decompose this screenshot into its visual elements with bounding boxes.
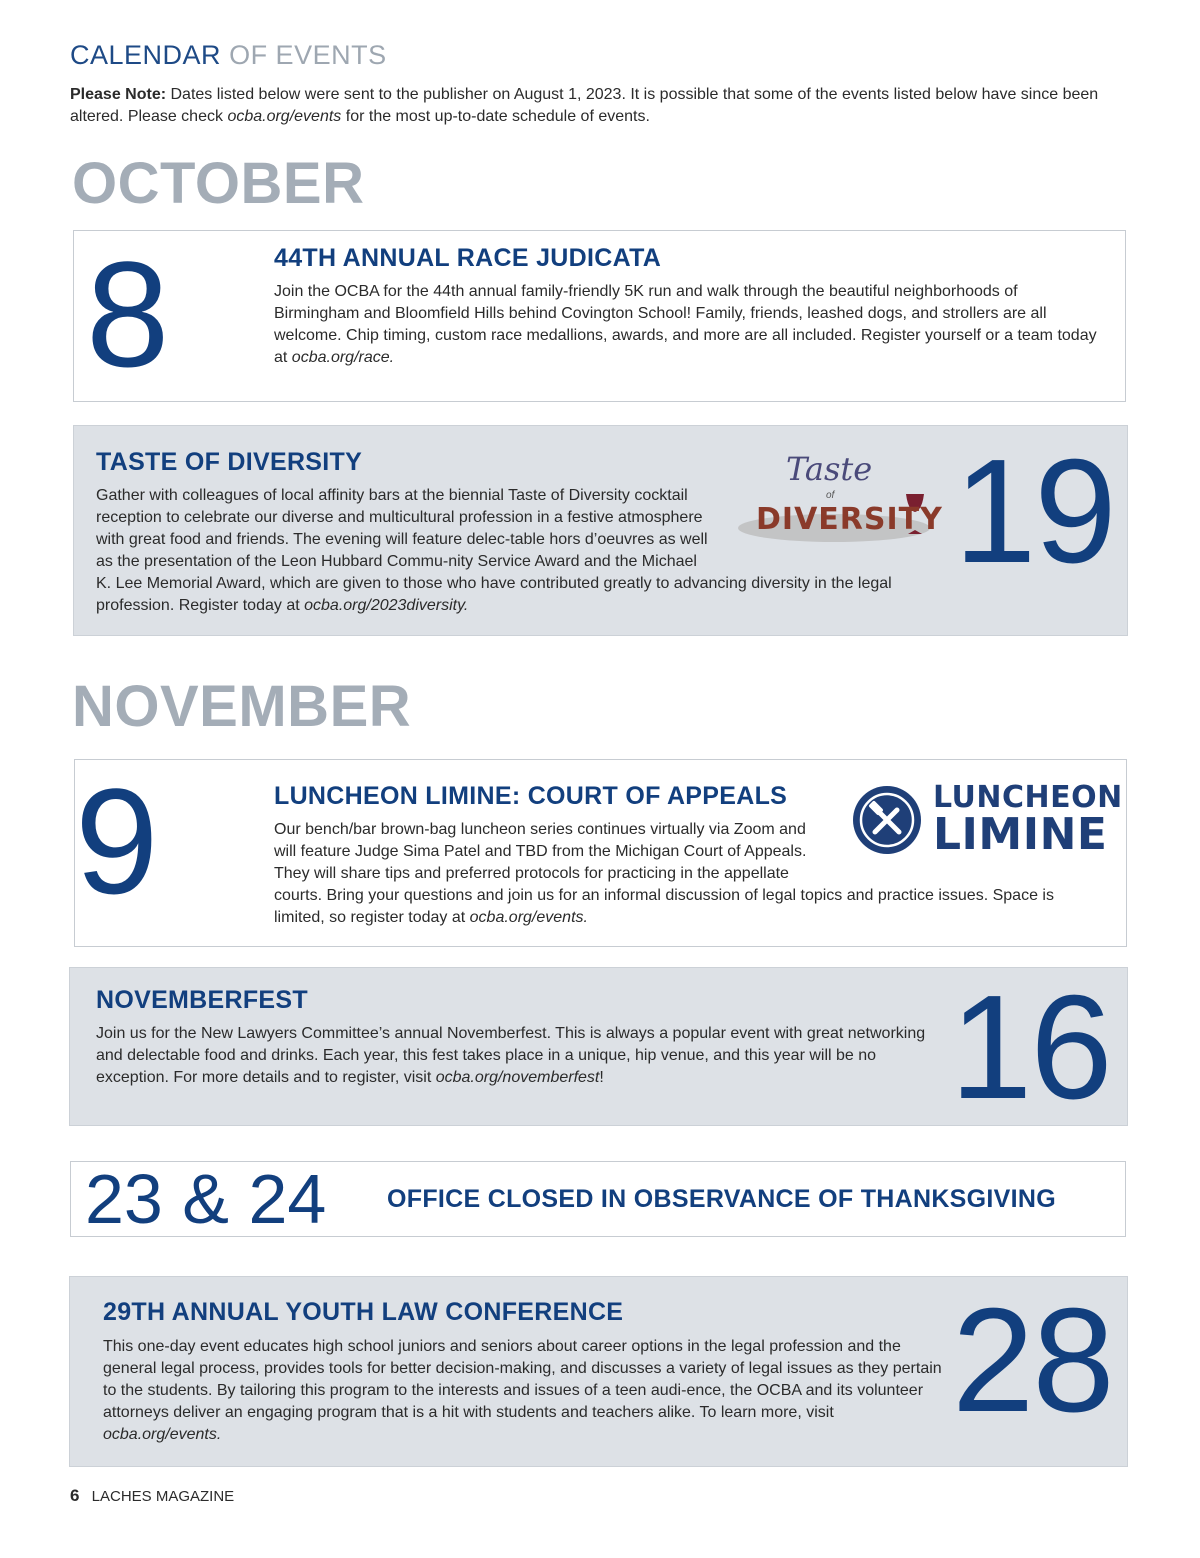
month-heading-november: NOVEMBER [72,674,412,739]
event-body-end: ! [599,1069,604,1086]
logo-of-text: of [826,490,835,501]
event-card-novemberfest [69,965,1128,1130]
event-body-text: Gather with colleagues of local affinity bars at the biennial Taste of Diversity cocktail reception to celebrate our diverse and multicultural profession in a festive atmosphere with great food and friends. The evening will feature delec-table hors d’oeuvres as well as the presentation of the Leon Hubbard Commu-nity Service Award and the Michael K. Lee Memorial Award, which are given to those who have contributed greatly to advancing diversity in the legal profession. Register today at [96,487,892,614]
event-title: TASTE OF DIVERSITY [96,448,363,476]
event-title: NOVEMBERFEST [96,986,308,1014]
publisher-note [70,84,1130,128]
logo-taste-text: Taste [786,450,873,488]
month-heading-october: OCTOBER [72,151,365,216]
logo-diversity-text: DIVERSITY [756,502,943,537]
note-label: Please Note: [70,86,167,103]
luncheon-limine-logo [851,780,1123,860]
page-title [70,40,387,70]
event-day: 16 [950,965,1111,1130]
event-day: 23 & 24 [85,1160,327,1238]
event-day: 8 [86,230,168,398]
event-card-race-judicata [73,230,1126,402]
page-title-strong: CALENDAR [70,40,222,70]
event-body-text: Join the OCBA for the 44th annual family-friendly 5K run and walk through the beautiful neighborhoods of Birmingham and Bloomfield Hills behind Covington School! Family, friends, leashed dogs, and strollers are all welcome. Chip timing, custom race medallions, awards, and more are all included. Register yourself or a team today at [274,283,1097,366]
page-title-light: OF EVENTS [229,40,387,70]
event-title: 44TH ANNUAL RACE JUDICATA [274,244,662,272]
event-title: OFFICE CLOSED IN OBSERVANCE OF THANKSGIVING [387,1185,1056,1213]
event-link[interactable]: ocba.org/2023diversity. [304,597,469,614]
event-day: 19 [954,429,1115,594]
event-title: 29TH ANNUAL YOUTH LAW CONFERENCE [103,1298,624,1326]
event-description [96,1023,936,1089]
event-day: 9 [75,757,157,925]
event-link[interactable]: ocba.org/events. [469,909,588,926]
event-description [103,1336,943,1446]
page-footer [70,1485,234,1508]
event-link[interactable]: ocba.org/race. [291,349,395,366]
event-card-taste-of-diversity [73,425,1128,636]
event-day: 28 [952,1278,1113,1443]
event-link[interactable]: ocba.org/novemberfest [435,1069,600,1086]
event-link[interactable]: ocba.org/events. [103,1426,222,1443]
event-card-youth-law-conference [69,1276,1128,1467]
taste-of-diversity-logo [734,446,943,556]
event-body-text: Our bench/bar brown-bag luncheon series continues virtually via Zoom and will feature Judge Sima Patel and TBD from the Michigan Court of Appeals. They will share tips and preferred protocols for practicing in the appellate courts. Bring your questions and join us for an informal discussion of legal topics and practice issues. Space is limited, so register today at [274,821,1054,926]
publication-name: LACHES MAGAZINE [91,1488,235,1505]
event-card-thanksgiving-closure [70,1161,1126,1237]
note-link[interactable]: ocba.org/events [227,108,342,125]
event-card-luncheon-limine [74,759,1127,947]
note-text-2: for the most up-to-date schedule of events. [345,108,650,125]
event-body-text: This one-day event educates high school juniors and seniors about career options in the legal profession and the general legal process, provides tools for better decision-making, and discusses a variety of legal issues as they pertain to the students. By tailoring this program to the interests and issues of a teen audi-ence, the OCBA and its volunteer attorneys deliver an engaging program that is a hit with students and teachers alike. To learn more, visit [103,1338,942,1421]
event-body-text: Join us for the New Lawyers Committee’s annual Novemberfest. This is always a popular event with great networking and delectable food and drinks. Each year, this fest takes place in a unique, hip venue, and this year will be no exception. For more details and to register, visit [96,1025,926,1086]
gavel-fork-icon [851,784,923,856]
event-description [274,281,1104,369]
logo-limine-text: LIMINE [933,809,1108,860]
page-number: 6 [70,1486,80,1505]
logo-luncheon-text: LUNCHEON [933,780,1123,815]
note-text-1: Dates listed below were sent to the publisher on August 1, 2023. It is possible that some of the events listed below have since been altered. Please check [70,86,1099,125]
event-title: LUNCHEON LIMINE: COURT OF APPEALS [274,782,788,810]
